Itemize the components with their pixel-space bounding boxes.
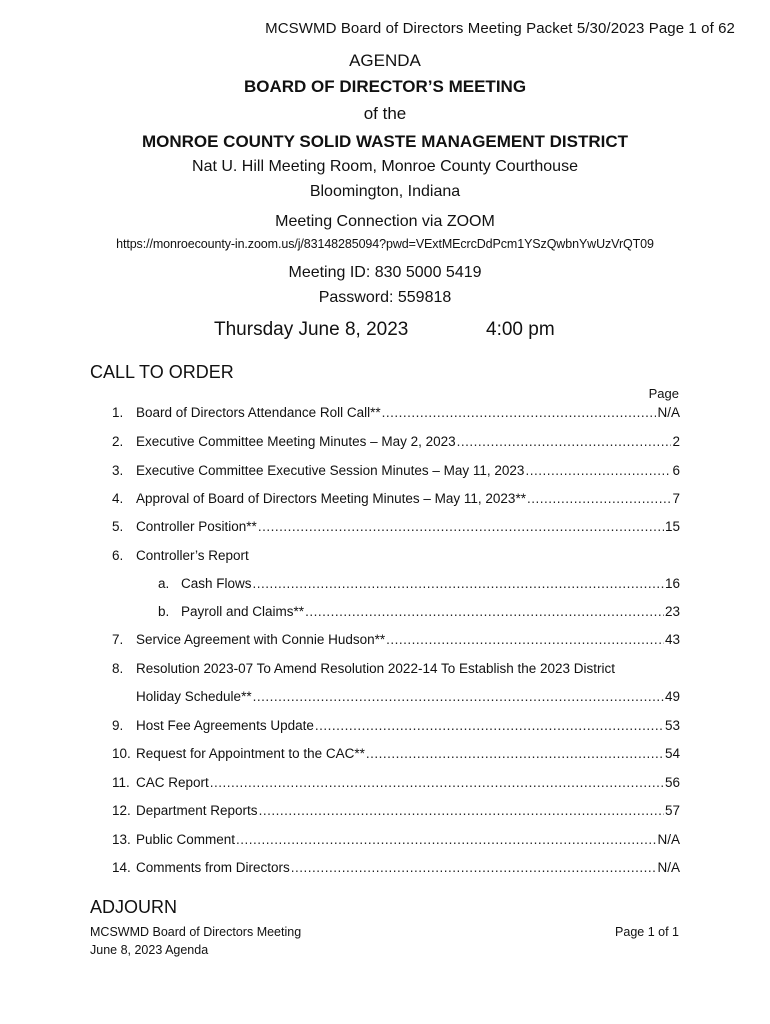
item-page: 23 [664, 604, 680, 619]
item-page: 49 [664, 689, 680, 704]
agenda-item [112, 775, 680, 790]
item-number: 12. [112, 803, 131, 818]
item-page: 7 [672, 491, 680, 506]
agenda-item [112, 491, 680, 506]
item-label: Controller Position** [136, 519, 257, 534]
item-label: Payroll and Claims** [181, 604, 305, 619]
agenda-item [112, 746, 680, 761]
item-page: N/A [657, 832, 680, 847]
dot-leader [382, 405, 657, 420]
dot-leader [527, 491, 672, 506]
item-page: 57 [664, 803, 680, 818]
agenda-item [112, 463, 680, 478]
item-number: 14. [112, 860, 131, 875]
item-label: Cash Flows [181, 576, 252, 591]
dot-leader [291, 860, 657, 875]
item-number: 6. [112, 548, 124, 563]
dot-leader [525, 463, 671, 478]
item-number: 9. [112, 718, 124, 733]
item-number: 11. [112, 775, 130, 790]
item-label: Public Comment [136, 832, 236, 847]
agenda-item [112, 519, 680, 534]
page-column-label: Page [648, 386, 679, 401]
item-number: b. [158, 604, 170, 619]
dot-leader [253, 689, 664, 704]
district-name: MONROE COUNTY SOLID WASTE MANAGEMENT DISTRICT [141, 132, 629, 151]
of-the-text: of the [363, 104, 407, 123]
item-label: CAC Report [136, 775, 209, 790]
footer-date: June 8, 2023 Agenda [90, 943, 209, 957]
item-number: 10. [112, 746, 131, 761]
zoom-link[interactable]: https://monroecounty-in.zoom.us/j/83148285094?pwd=VExtMEcrcDdPcm1YSzQwbnYwUzVrQT09 [116, 237, 654, 251]
item-label: Approval of Board of Directors Meeting Minutes – May 11, 2023** [136, 491, 526, 506]
item-page: N/A [657, 860, 680, 875]
item-page: 54 [664, 746, 680, 761]
footer-page-number: Page 1 of 1 [615, 925, 679, 939]
dot-leader [259, 803, 664, 818]
item-page: N/A [657, 405, 680, 420]
agenda-item [112, 548, 680, 563]
dot-leader [305, 604, 664, 619]
dot-leader [315, 718, 664, 733]
item-label: Resolution 2023-07 To Amend Resolution 2022-14 To Establish the 2023 District [136, 661, 616, 676]
agenda-item [112, 632, 680, 647]
meeting-id: Meeting ID: 830 5000 5419 [288, 264, 482, 281]
item-label: Executive Committee Executive Session Minutes – May 11, 2023 [136, 463, 525, 478]
item-number: 1. [112, 405, 124, 420]
item-page: 43 [664, 632, 680, 647]
item-label: Request for Appointment to the CAC** [136, 746, 365, 761]
footer-title: MCSWMD Board of Directors Meeting [90, 925, 302, 939]
item-label: Department Reports [136, 803, 258, 818]
agenda-item-continuation [112, 689, 680, 704]
adjourn-heading: ADJOURN [90, 897, 178, 917]
item-page: 56 [664, 775, 680, 790]
agenda-item [112, 718, 680, 733]
item-page: 53 [664, 718, 680, 733]
meeting-city: Bloomington, Indiana [309, 183, 461, 200]
meeting-title: BOARD OF DIRECTOR’S MEETING [243, 77, 527, 96]
item-number: 7. [112, 632, 124, 647]
dot-leader [210, 775, 664, 790]
item-label: Holiday Schedule** [136, 689, 252, 704]
zoom-connection-label: Meeting Connection via ZOOM [275, 213, 495, 230]
item-page: 6 [672, 463, 680, 478]
meeting-password: Password: 559818 [318, 289, 452, 306]
item-number: 5. [112, 519, 124, 534]
agenda-item [112, 832, 680, 847]
meeting-room: Nat U. Hill Meeting Room, Monroe County Courthouse [192, 158, 578, 175]
dot-leader [457, 434, 672, 449]
item-page: 15 [664, 519, 680, 534]
item-number: 2. [112, 434, 124, 449]
agenda-item [112, 860, 680, 875]
call-to-order-heading: CALL TO ORDER [90, 362, 234, 382]
dot-leader [386, 632, 664, 647]
item-label: Board of Directors Attendance Roll Call** [136, 405, 381, 420]
item-number: 8. [112, 661, 124, 676]
dot-leader [236, 832, 656, 847]
agenda-subitem [158, 576, 680, 591]
item-page: 16 [664, 576, 680, 591]
item-page: 2 [672, 434, 680, 449]
meeting-date: Thursday June 8, 2023 [214, 319, 409, 340]
agenda-heading: AGENDA [349, 51, 421, 70]
item-number: a. [158, 576, 170, 591]
meeting-time: 4:00 pm [486, 319, 555, 340]
item-number: 3. [112, 463, 124, 478]
agenda-item [112, 661, 680, 676]
agenda-subitem [158, 604, 680, 619]
dot-leader [258, 519, 664, 534]
item-number: 13. [112, 832, 131, 847]
item-label: Executive Committee Meeting Minutes – May 2, 2023 [136, 434, 456, 449]
dot-leader [253, 576, 664, 591]
item-number: 4. [112, 491, 124, 506]
agenda-item [112, 405, 680, 420]
packet-header: MCSWMD Board of Directors Meeting Packet 5/30/2023 Page 1 of 62 [265, 20, 735, 37]
item-label: Comments from Directors [136, 860, 290, 875]
dot-leader [366, 746, 664, 761]
item-label: Controller’s Report [136, 548, 249, 563]
item-label: Host Fee Agreements Update [136, 718, 314, 733]
agenda-item [112, 434, 680, 449]
item-label: Service Agreement with Connie Hudson** [136, 632, 386, 647]
agenda-item [112, 803, 680, 818]
